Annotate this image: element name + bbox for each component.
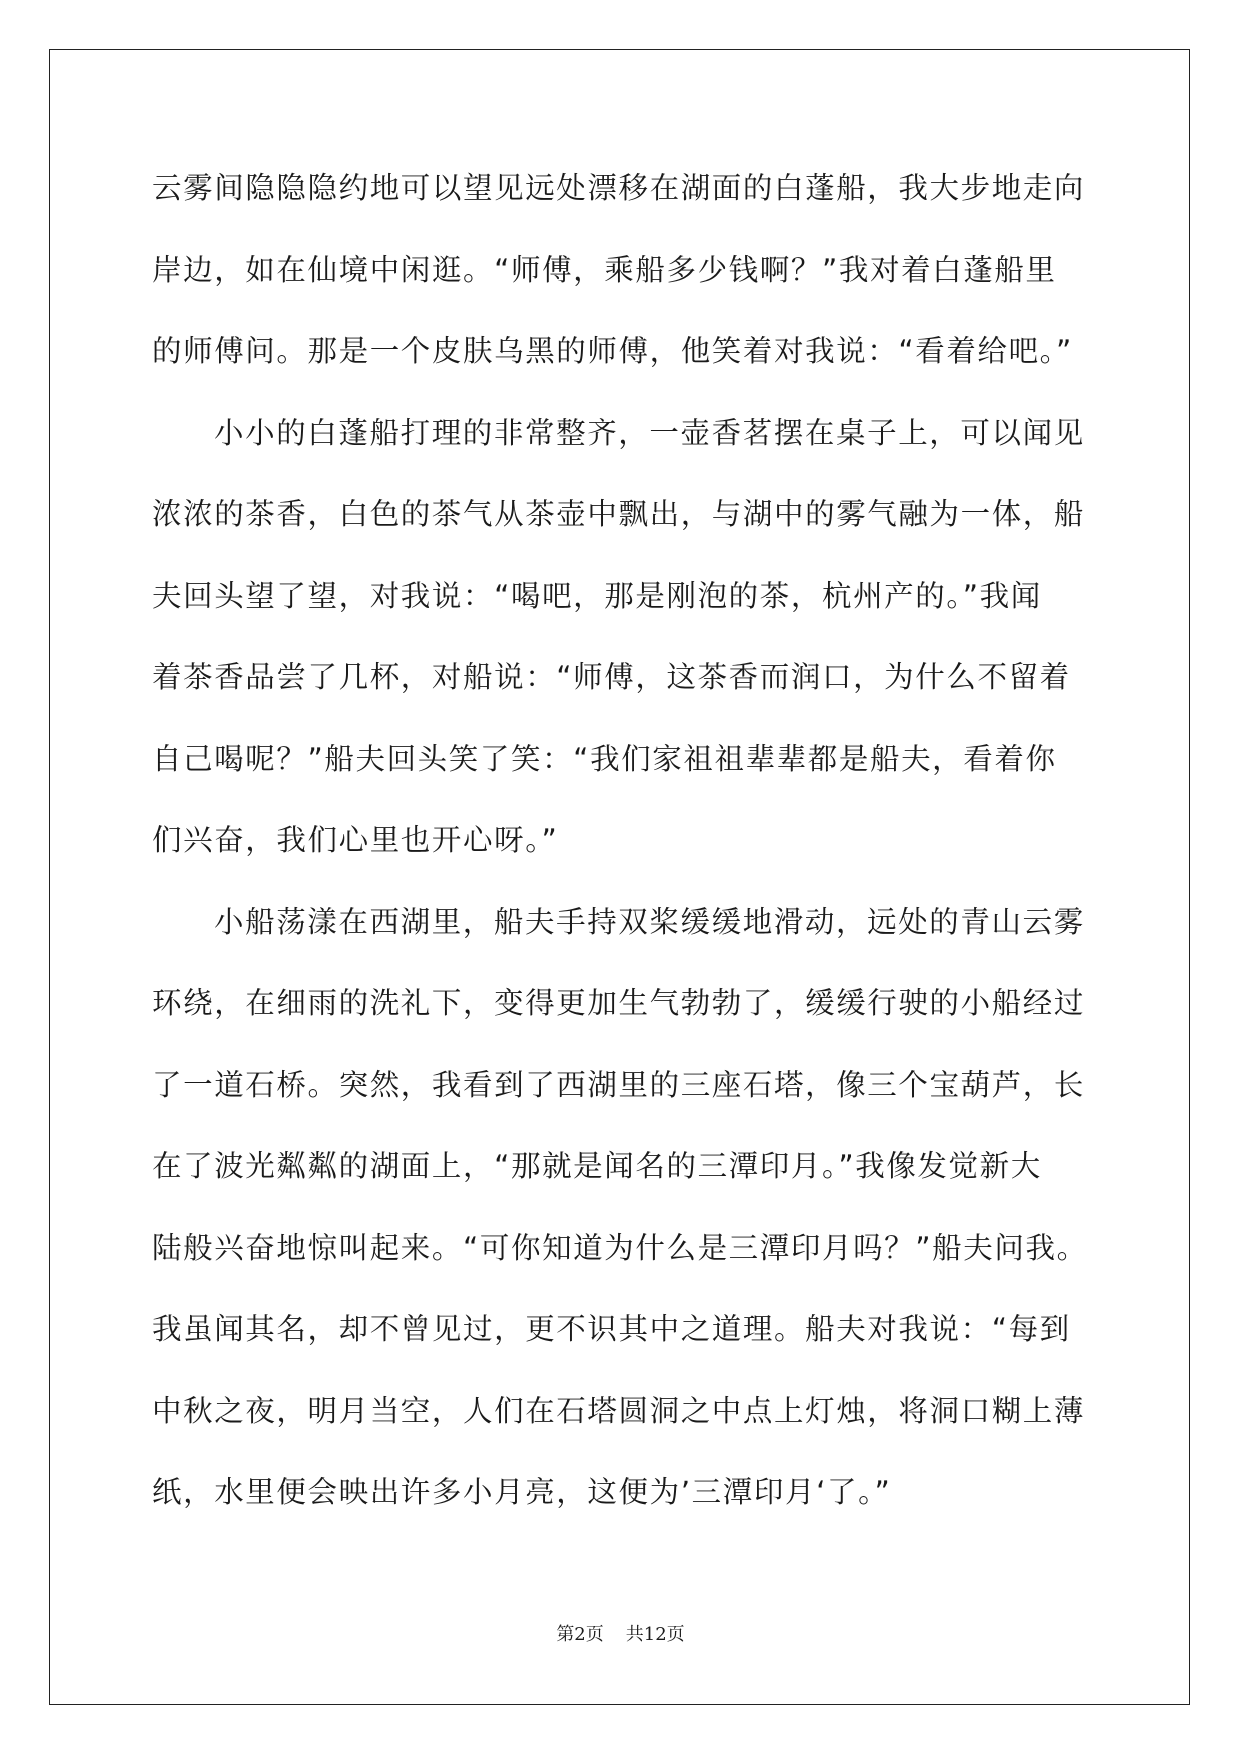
text-line: 在了波光粼粼的湖面上，“那就是闻名的三潭印月。”我像发觉新大 xyxy=(152,1149,1042,1183)
text-line: 浓浓的茶香，白色的茶气从茶壶中飘出，与湖中的雾气融为一体，船 xyxy=(152,497,1086,531)
text-line: 夫回头望了望，对我说：“喝吧，那是刚泡的茶，杭州产的。”我闻 xyxy=(152,578,1042,613)
text-line: 中秋之夜，明月当空，人们在石塔圆洞之中点上灯烛，将洞口糊上薄 xyxy=(152,1393,1086,1428)
text-line: 云雾间隐隐隐约地可以望见远处漂移在湖面的白蓬船，我大步地走向 xyxy=(152,171,1086,205)
text-line: 着茶香品尝了几杯，对船说：“师傅，这茶香而润口，为什么不留着 xyxy=(152,660,1071,694)
page-number: 第2页 xyxy=(556,1624,604,1645)
page-footer xyxy=(0,1620,1241,1646)
text-line: 陆般兴奋地惊叫起来。“可你知道为什么是三潭印月吗？”船夫问我。 xyxy=(152,1230,1088,1265)
text-line: 了一道石桥。突然，我看到了西湖里的三座石塔，像三个宝葫芦，长 xyxy=(152,1067,1086,1102)
text-line: 岸边，如在仙境中闲逛。“师傅，乘船多少钱啊？”我对着白蓬船里 xyxy=(152,252,1057,287)
paragraph-first-line: 小船荡漾在西湖里，船夫手持双桨缓缓地滑动，远处的青山云雾 xyxy=(214,904,1085,939)
text-line: 纸，水里便会映出许多小月亮，这便为’三潭印月‘了。” xyxy=(152,1475,892,1509)
document-body xyxy=(152,163,1112,1549)
paragraph-first-line: 小小的白蓬船打理的非常整齐，一壶香茗摆在桌子上，可以闻见 xyxy=(214,415,1085,450)
text-line: 环绕，在细雨的洗礼下，变得更加生气勃勃了，缓缓行驶的小船经过 xyxy=(152,986,1086,1020)
text-line: 们兴奋，我们心里也开心呀。” xyxy=(152,823,559,857)
page-total: 共12页 xyxy=(625,1624,685,1645)
text-line: 的师傅问。那是一个皮肤乌黑的师傅，他笑着对我说：“看着给吧。” xyxy=(152,334,1073,368)
text-line: 我虽闻其名，却不曾见过，更不识其中之道理。船夫对我说：“每到 xyxy=(152,1312,1071,1346)
text-line: 自己喝呢？”船夫回头笑了笑：“我们家祖祖辈辈都是船夫，看着你 xyxy=(152,741,1057,776)
